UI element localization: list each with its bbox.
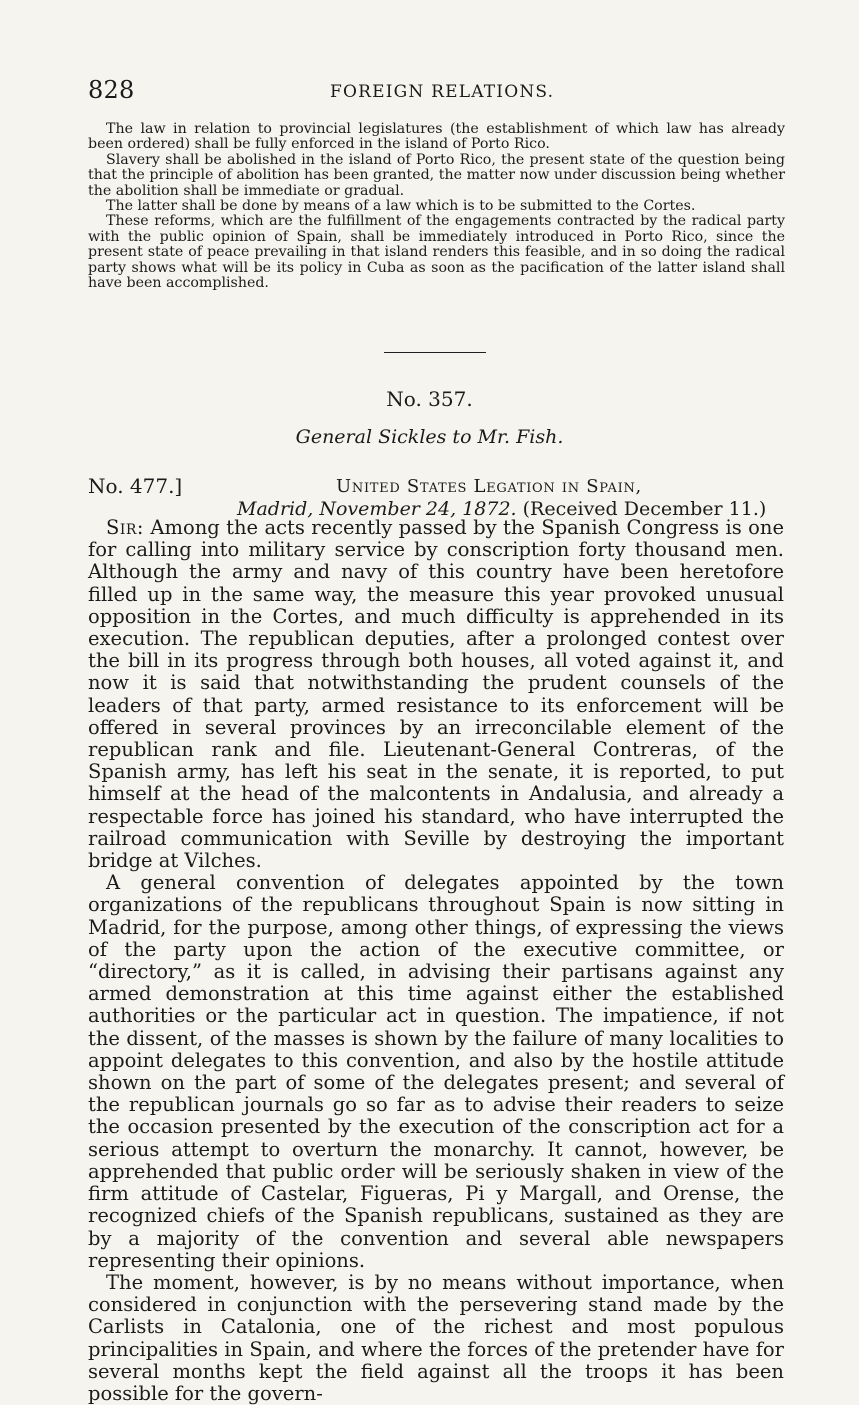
small-paragraph: The law in relation to provincial legislatures (the establishment of which law has already been ordered) shall be fully enforced in the island of Porto Rico.	[88, 121, 785, 153]
small-paragraph: The latter shall be done by means of a law which is to be submitted to the Cortes.	[106, 198, 696, 215]
page-header	[88, 76, 788, 106]
body-paragraph: The moment, however, is by no means without importance, when considered in conjunction with the persevering stand made by the Carlists in Catalonia, one of the richest and most populous principalities in Spain, and where the forces of the pretender have for several months kept the field against all the troops it has been possible for the govern-	[88, 1270, 784, 1405]
preceding-document-text	[88, 122, 785, 291]
small-paragraph: These reforms, which are the fulfillment of the engagements contracted by the radical party with the public opinion of Spain, shall be immediately introduced in Porto Rico, since the present state of peace prevailing in that island renders this feasible, and in so doing the radical party shows what will be its policy in Cuba as soon as the pacification of the latter island shall have been accomplished.	[88, 213, 785, 292]
body-paragraph: A general convention of delegates appointed by the town organizations of the republicans throughout Spain is now sitting in Madrid, for the purpose, among other things, of expressing the views of the party upon the action of the executive committee, or “directory,” as it is called, in advising their partisans against any armed demonstration at this time against either the established authorities or the particular act in question. The impatience, if not the dissent, of the masses is shown by the failure of many localities to appoint delegates to this convention, and also by the hostile attitude shown on the part of some of the delegates present; and several of the republican journals go so far as to advise their readers to seize the occasion presented by the execution of the conscription act for a serious attempt to overturn the monarchy. It cannot, however, be apprehended that public order will be seriously shaken in view of the firm attitude of Castelar, Figueras, Pi y Margall, and Orense, the recognized chiefs of the Spanish republicans, sustained as they are by a majority of the convention and several able newspapers representing their opinions.	[88, 871, 784, 1272]
body-paragraph	[88, 517, 784, 872]
legation-number: No. 477.]	[88, 474, 183, 498]
paragraph-text: Among the acts recently passed by the Spanish Congress is one for calling into military service by conscription forty thousand men. Although the army and navy of this country have been heretofore filled up in the same way, the measure this year provoked unusual opposition in the Cortes, and much difficulty is apprehended in its execution. The republican deputies, after a prolonged contest over the bill in its progress through both houses, all voted against it, and now it is said that notwithstanding the prudent counsels of the leaders of that party, armed resistance to its enforcement will be offered in several provinces by an irreconcilable element of the republican rank and file. Lieutenant-General Contreras, of the Spanish army, has left his seat in the senate, it is reported, to put himself at the head of the malcontents in Andalusia, and already a respectable force has joined his standard, who have interrupted the railroad communication with Seville by destroying the important bridge at Vilches.	[88, 516, 784, 873]
letter-body	[88, 517, 784, 1405]
page-number: 828	[88, 76, 135, 104]
section-divider	[384, 352, 486, 353]
legation-heading: United States Legation in Spain,	[336, 476, 642, 497]
received-date: (Received December 11.)	[522, 498, 767, 520]
place-date: Madrid, November 24, 1872.	[237, 498, 517, 520]
small-paragraph: Slavery shall be abolished in the island of Porto Rico, the present state of the question being that the principle of abolition has been granted, the matter now under discussion being whether the abolition shall be immediate or gradual.	[88, 151, 785, 199]
running-head: FOREIGN RELATIONS.	[330, 82, 555, 102]
document-title: General Sickles to Mr. Fish.	[295, 426, 564, 448]
document-number: No. 357.	[386, 387, 473, 411]
salutation: Sir:	[106, 516, 144, 539]
